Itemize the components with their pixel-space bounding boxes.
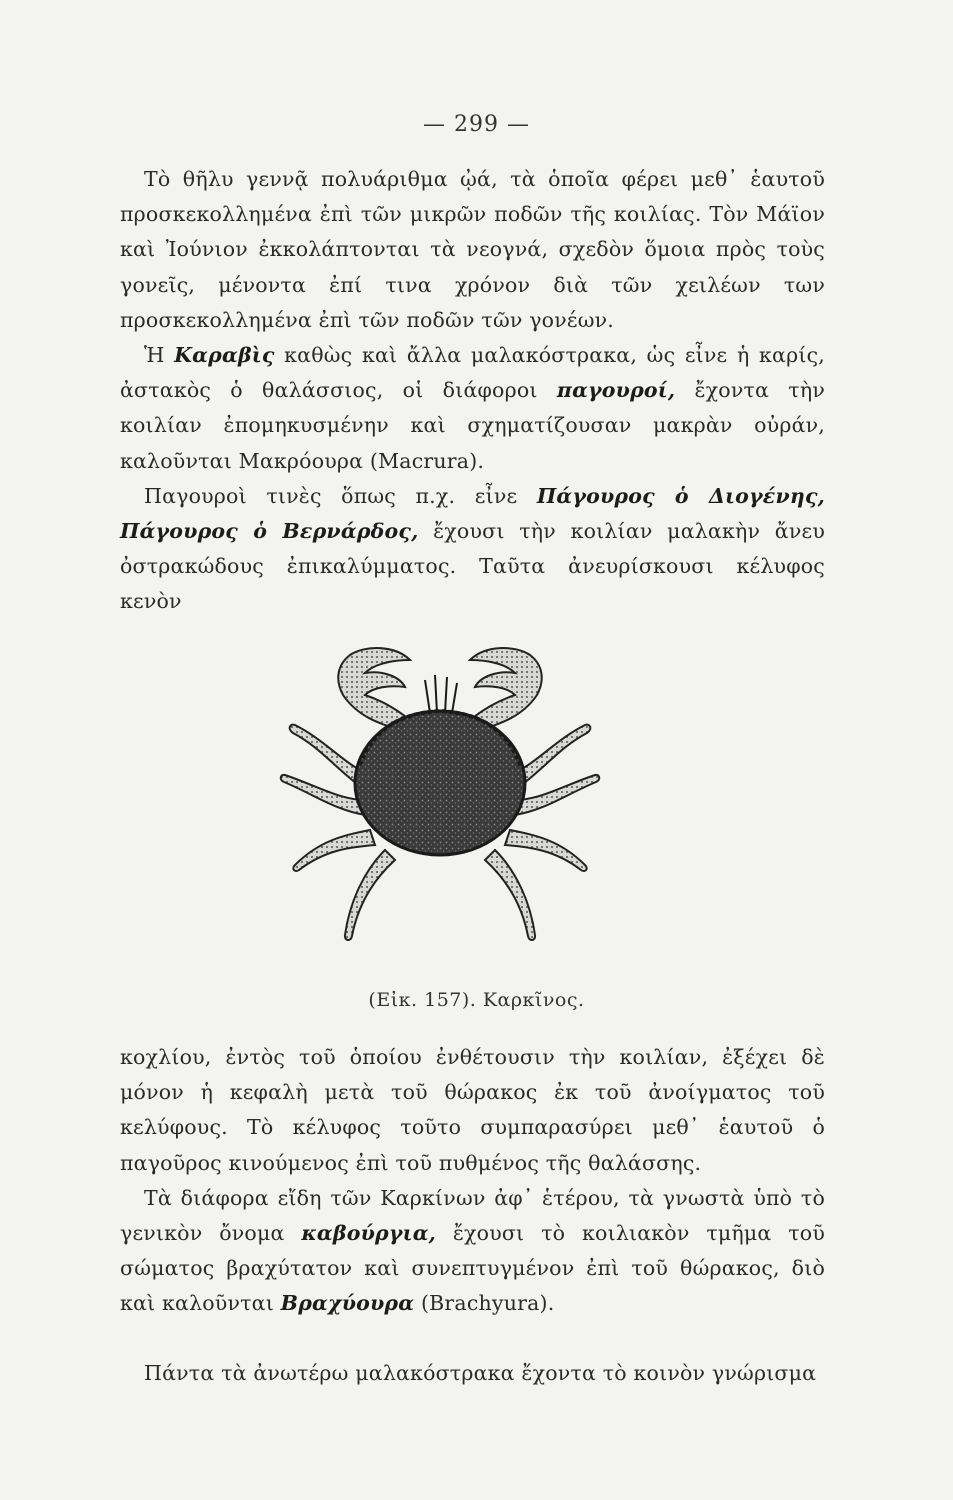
term-brachyoura: Βραχύουρα	[280, 1291, 415, 1316]
figure-caption: (Εἰκ. 157). Καρκῖνος.	[368, 989, 585, 1011]
term-karavis: Καραβὶς	[174, 343, 275, 368]
crab-figure	[265, 625, 615, 965]
text-run: ἔχουσι τὸ κοιλιακὸν τμῆμα τοῦ σώματος βραχύτατον καὶ συνεπτυγμένον ἐπὶ τοῦ θώρακος, διὸ καὶ καλοῦνται	[120, 1221, 826, 1316]
text-run: Παγουροὶ τινὲς ὅπως π.χ. εἶνε	[144, 483, 537, 508]
term-pagouros-species: Πάγουρος ὁ Διογένης, Πάγουρος ὁ Βερνάρδος,	[120, 483, 825, 544]
paragraph-macrura	[120, 338, 825, 479]
bottom-text-block	[120, 1040, 825, 1322]
text-run: Τὰ διάφορα εἴδη τῶν Καρκίνων ἀφ᾽ ἑτέρου, τὰ γνωστὰ ὑπὸ τὸ γενικὸν ὄνομα	[120, 1185, 825, 1246]
paragraph-pagouroi	[120, 479, 825, 620]
text-run: ἔχοντα τὴν κοιλίαν ἐπομηκυσμένην καὶ σχηματίζουσαν μακρὰν οὐράν, καλοῦνται Μακρόουρα (Macrura).	[120, 378, 825, 473]
paragraph-final-text: Πάντα τὰ ἀνωτέρω μαλακόστρακα ἔχοντα τὸ κοινὸν γνώρισμα	[144, 1361, 817, 1385]
paragraph-shell	[120, 1040, 825, 1181]
crab-illustration-icon	[265, 625, 615, 965]
term-pagouroi: παγουροί,	[556, 378, 676, 403]
page-number: — 299 —	[423, 112, 530, 137]
paragraph-shell-text: κοχλίου, ἐντὸς τοῦ ὁποίου ἐνθέτουσιν τὴν κοιλίαν, ἐξέχει δὲ μόνον ἡ κεφαλὴ μετὰ τοῦ θώρακος ἐκ τοῦ ἀνοίγματος τοῦ κελύφους. Τὸ κέλυφος τοῦτο συμπαρασύρει μεθ᾽ ἑαυτοῦ ὁ παγοῦρος κινούμενος ἐπὶ τοῦ πυθμένος τῆς θαλάσσης.	[120, 1045, 825, 1175]
paragraph-eggs-text: Τὸ θῆλυ γεννᾷ πολυάριθμα ᾠά, τὰ ὁποῖα φέρει μεθ᾽ ἑαυτοῦ προσκεκολλημένα ἐπὶ τῶν μικρῶν ποδῶν τῆς κοιλίας. Τὸν Μάϊον καὶ Ἰούνιον ἐκκολάπτονται τὰ νεογνά, σχεδὸν ὅμοια πρὸς τοὺς γονεῖς, μένοντα ἐπί τινα χρόνον διὰ τῶν χειλέων των προσκεκολλημένα ἐπὶ τῶν ποδῶν τῶν γονέων.	[120, 167, 825, 332]
term-kavourgia: καβούργια,	[301, 1221, 437, 1246]
last-text-block	[120, 1356, 825, 1391]
paragraph-final	[120, 1356, 825, 1391]
paragraph-eggs	[120, 162, 825, 338]
text-run: (Brachyura).	[414, 1291, 555, 1316]
text-run: Ἡ	[144, 343, 175, 368]
text-run: καθὼς καὶ ἄλλα μαλακόστρακα, ὡς εἶνε ἡ καρίς, ἀστακὸς ὁ θαλάσσιος, οἱ διάφοροι	[120, 343, 825, 403]
top-text-block	[120, 162, 825, 620]
text-run: ἔχουσι τὴν κοιλίαν μαλακὴν ἄνευ ὀστρακώδους ἐπικαλύμματος. Ταῦτα ἀνευρίσκουσι κέλυφος κενὸν	[120, 519, 825, 614]
paragraph-brachyura	[120, 1181, 825, 1322]
